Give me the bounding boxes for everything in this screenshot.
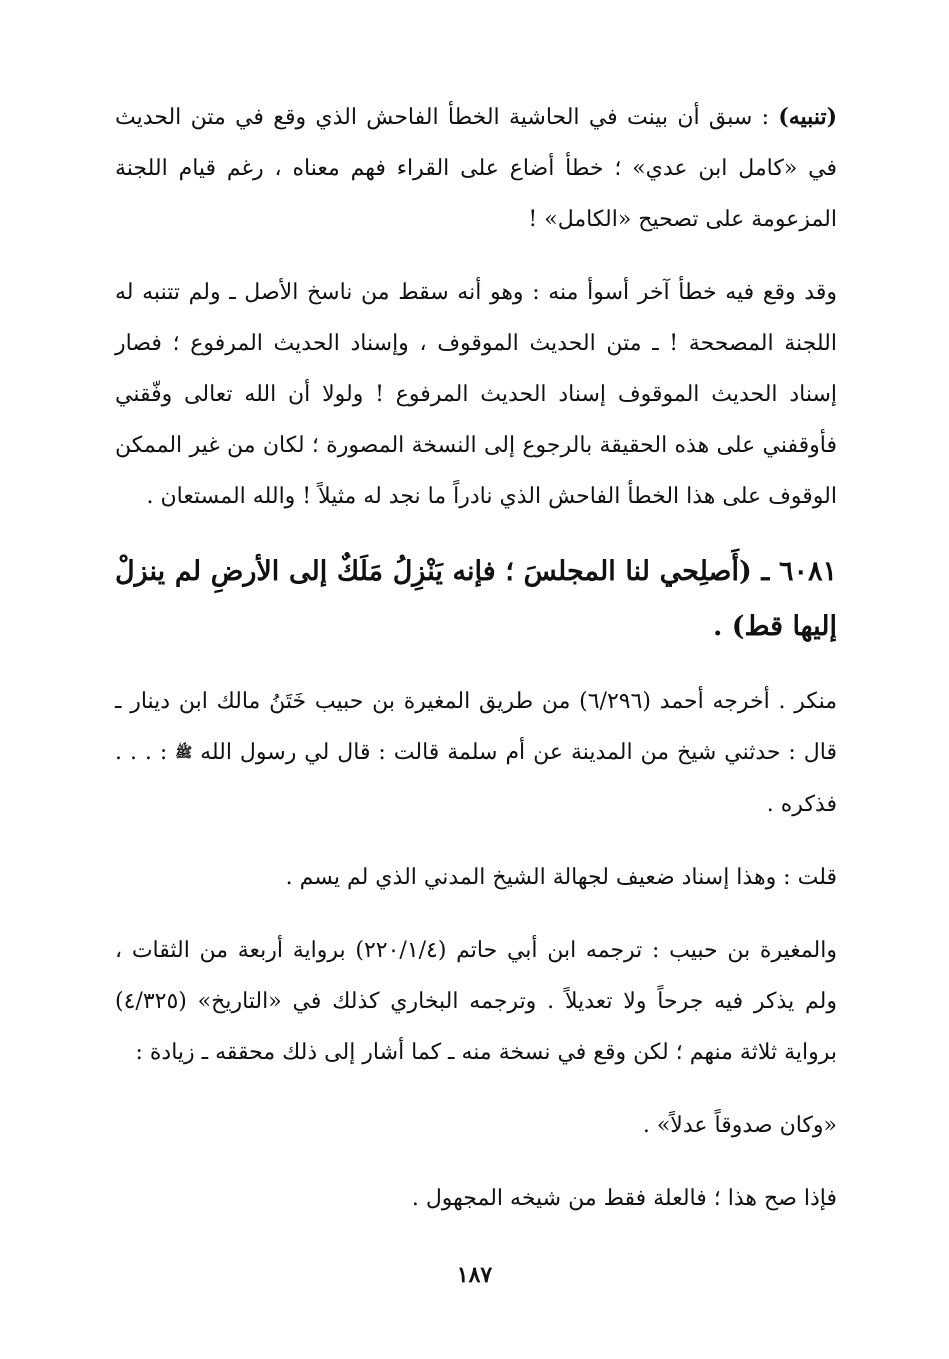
narrator-paragraph: والمغيرة بن حبيب : ترجمه ابن أبي حاتم (٢٢٠/١/٤) برواية أربعة من الثقات ، ولم يذكر فيه جرحاً ولا تعديلاً . وترجمه البخاري كذلك في «التاريخ» (٤/٣٢٥) برواية ثلاثة منهم ؛ لكن وقع في نسخة منه ـ كما أشار إلى ذلك محققه ـ زيادة :	[115, 937, 837, 1065]
takhrij-tail: : . . . فذكره .	[115, 740, 837, 817]
takhrij-text: منكر . أخرجه أحمد (٦/٢٩٦) من طريق المغيرة بن حبيب خَتَنُ مالك ابن دينار ـ قال : حدثني شيخ من المدينة عن أم سلمة قالت : قال لي رسول الله	[115, 689, 837, 765]
comment-paragraph: قلت : وهذا إسناد ضعيف لجهالة الشيخ المدني الذي لم يسم .	[285, 864, 837, 890]
conclusion-paragraph: فإذا صح هذا ؛ فالعلة فقط من شيخه المجهول .	[411, 1185, 837, 1211]
page-number: ١٨٧	[456, 1262, 493, 1288]
page-body	[115, 92, 837, 1246]
note-paragraph	[115, 92, 837, 245]
hadith-heading: ٦٠٨١ ـ (أَصلِحي لنا المجلسَ ؛ فإنه يَنْزِلُ مَلَكٌ إلى الأرضِ لم ينزلْ إليها قط) .	[115, 556, 837, 642]
quote-paragraph: «وكان صدوقاً عدلاً» .	[642, 1112, 837, 1138]
correction-paragraph: وقد وقع فيه خطأ آخر أسوأ منه : وهو أنه سقط من ناسخ الأصل ـ ولم تتنبه له اللجنة المصححة ! ـ متن الحديث الموقوف ، وإسناد الحديث المرفوع ؛ فصار إسناد الحديث الموقوف إسناد الحديث المرفوع ! ولولا أن الله تعالى وفّقني فأوقفني على هذه الحقيقة بالرجوع إلى النسخة المصورة ؛ لكان من غير الممكن الوقوف على هذا الخطأ الفاحش الذي نادراً ما نجد له مثيلاً ! والله المستعان .	[115, 280, 837, 509]
note-text: : سبق أن بينت في الحاشية الخطأ الفاحش الذي وقع في متن الحديث في «كامل ابن عدي» ؛ خطأ أضاع على القراء فهم معناه ، رغم قيام اللجنة المزعومة على تصحيح «الكامل» !	[115, 105, 837, 232]
takhrij-paragraph	[115, 676, 837, 830]
honorific-symbol: ﷺ	[175, 744, 193, 761]
note-label: (تنبيه)	[778, 104, 837, 130]
